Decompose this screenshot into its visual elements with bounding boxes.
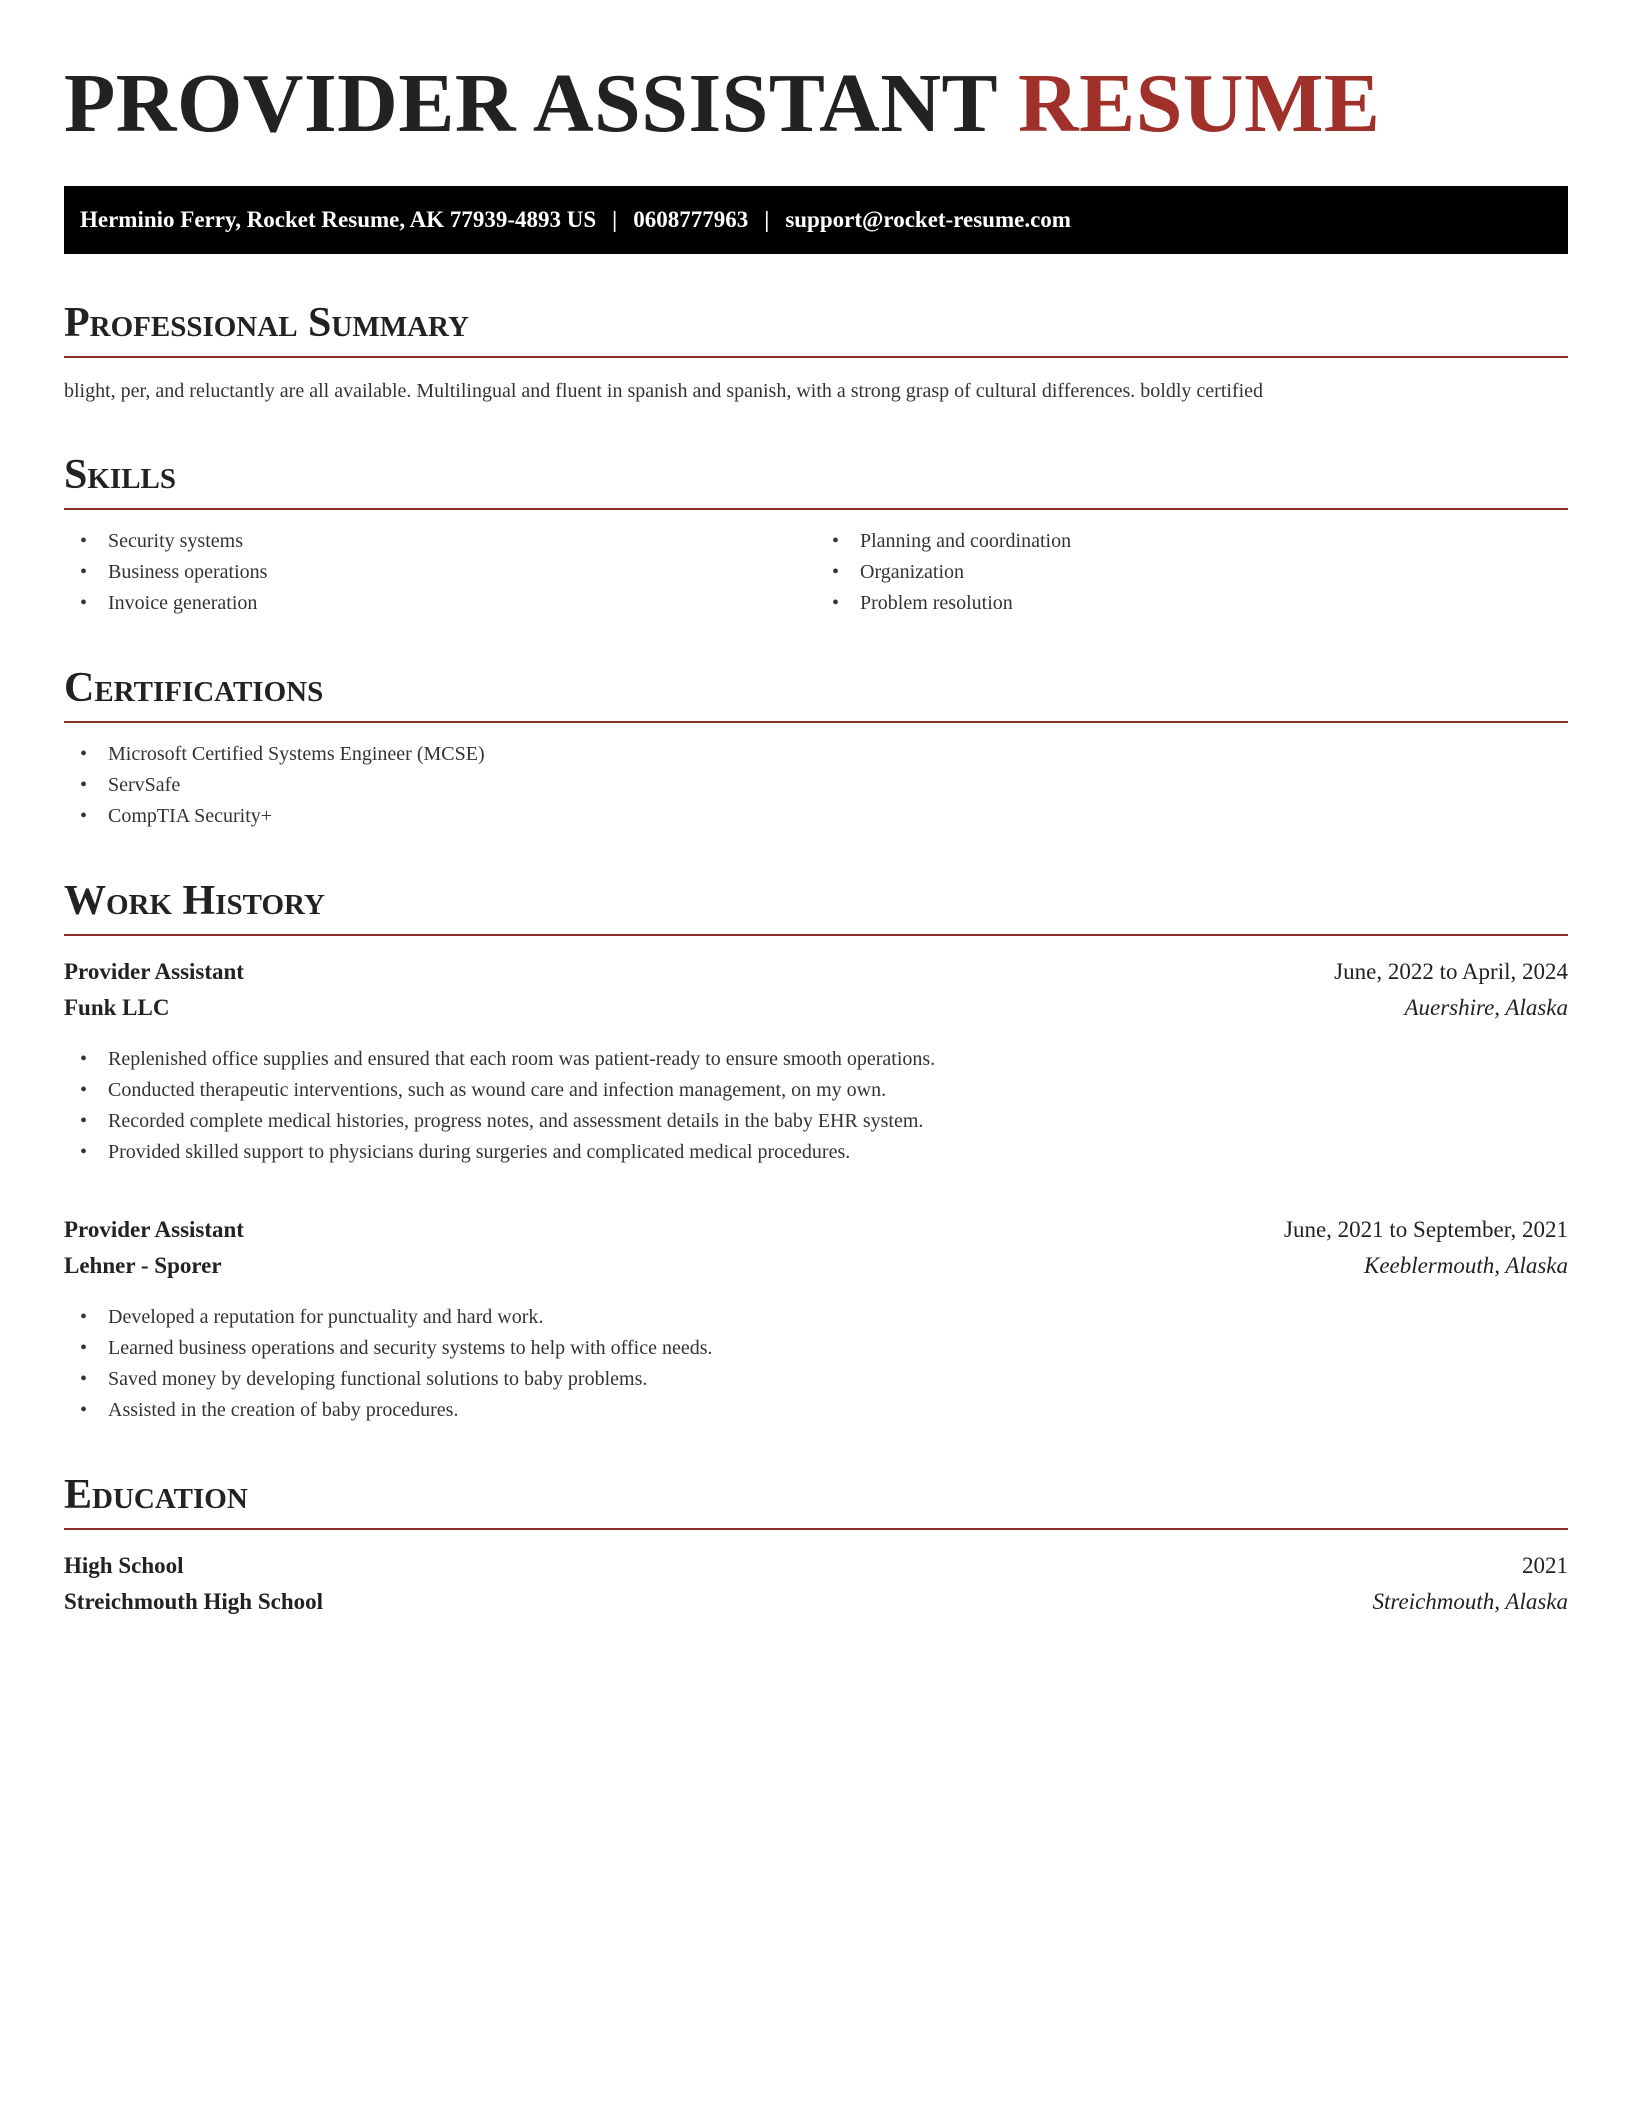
certification-item: • ServSafe (108, 770, 1568, 801)
skills-section (64, 450, 1568, 619)
job-duty: • Assisted in the creation of baby procedures. (108, 1395, 1568, 1426)
skill-item: • Problem resolution (860, 588, 1568, 619)
summary-heading: Professional Summary (64, 298, 1568, 358)
contact-separator: | (764, 207, 770, 232)
job-title: Provider Assistant (64, 1217, 244, 1242)
skills-heading: Skills (64, 450, 1568, 510)
education-year: 2021 (1522, 1553, 1568, 1578)
job-duties-list (64, 1302, 1568, 1426)
job-duty: • Conducted therapeutic interventions, such as wound care and infection management, on my own. (108, 1075, 1568, 1106)
job-duty: • Learned business operations and security systems to help with office needs. (108, 1333, 1568, 1364)
job-dates: June, 2022 to April, 2024 (1334, 959, 1568, 984)
skill-item: • Planning and coordination (860, 526, 1568, 557)
job-company: Funk LLC (64, 995, 170, 1020)
job-duty: • Provided skilled support to physicians during surgeries and complicated medical procedures. (108, 1137, 1568, 1168)
skill-item: • Business operations (108, 557, 816, 588)
education-section (64, 1470, 1568, 1620)
certification-item: • Microsoft Certified Systems Engineer (MCSE) (108, 739, 1568, 770)
work-history-heading: Work History (64, 876, 1568, 936)
job-title-row (64, 954, 1568, 990)
certifications-list (64, 739, 1568, 832)
education-heading: Education (64, 1470, 1568, 1530)
contact-phone: 0608777963 (633, 207, 749, 232)
skill-item: • Security systems (108, 526, 816, 557)
skills-list-left (64, 526, 816, 619)
skill-item: • Invoice generation (108, 588, 816, 619)
work-history-section (64, 876, 1568, 1426)
job-location: Auershire, Alaska (1404, 995, 1568, 1020)
summary-section (64, 298, 1568, 406)
skills-grid (64, 526, 1568, 619)
job-company-row (64, 1248, 1568, 1284)
education-school-row (64, 1584, 1568, 1620)
job-duty: • Recorded complete medical histories, progress notes, and assessment details in the baby EHR system. (108, 1106, 1568, 1137)
certifications-heading: Certifications (64, 663, 1568, 723)
job-title-row (64, 1212, 1568, 1248)
contact-email: support@rocket-resume.com (785, 207, 1071, 232)
resume-title (64, 56, 1568, 152)
job-dates: June, 2021 to September, 2021 (1284, 1217, 1568, 1242)
job-company: Lehner - Sporer (64, 1253, 222, 1278)
certifications-section (64, 663, 1568, 832)
job-title: Provider Assistant (64, 959, 244, 984)
title-accent: RESUME (1018, 57, 1381, 150)
education-location: Streichmouth, Alaska (1372, 1589, 1568, 1614)
education-school: Streichmouth High School (64, 1589, 323, 1614)
contact-separator: | (612, 207, 618, 232)
job-duties-list (64, 1044, 1568, 1168)
job-duty: • Developed a reputation for punctuality and hard work. (108, 1302, 1568, 1333)
summary-text: blight, per, and reluctantly are all available. Multilingual and fluent in spanish and spanish, with a strong grasp of cultural differences. boldly certified (64, 380, 1264, 402)
skill-item: • Organization (860, 557, 1568, 588)
contact-address: Herminio Ferry, Rocket Resume, AK 77939-4893 US (80, 207, 597, 232)
job-duty: • Replenished office supplies and ensured that each room was patient-ready to ensure smooth operations. (108, 1044, 1568, 1075)
skills-list-right (816, 526, 1568, 619)
contact-bar (64, 186, 1568, 254)
education-entry (64, 1548, 1568, 1620)
certification-item: • CompTIA Security+ (108, 801, 1568, 832)
education-degree-row (64, 1548, 1568, 1584)
title-main: PROVIDER ASSISTANT (64, 57, 997, 150)
job-entry (64, 954, 1568, 1168)
job-duty: • Saved money by developing functional solutions to baby problems. (108, 1364, 1568, 1395)
job-company-row (64, 990, 1568, 1026)
job-location: Keeblermouth, Alaska (1364, 1253, 1568, 1278)
education-degree: High School (64, 1553, 184, 1578)
job-entry (64, 1212, 1568, 1426)
